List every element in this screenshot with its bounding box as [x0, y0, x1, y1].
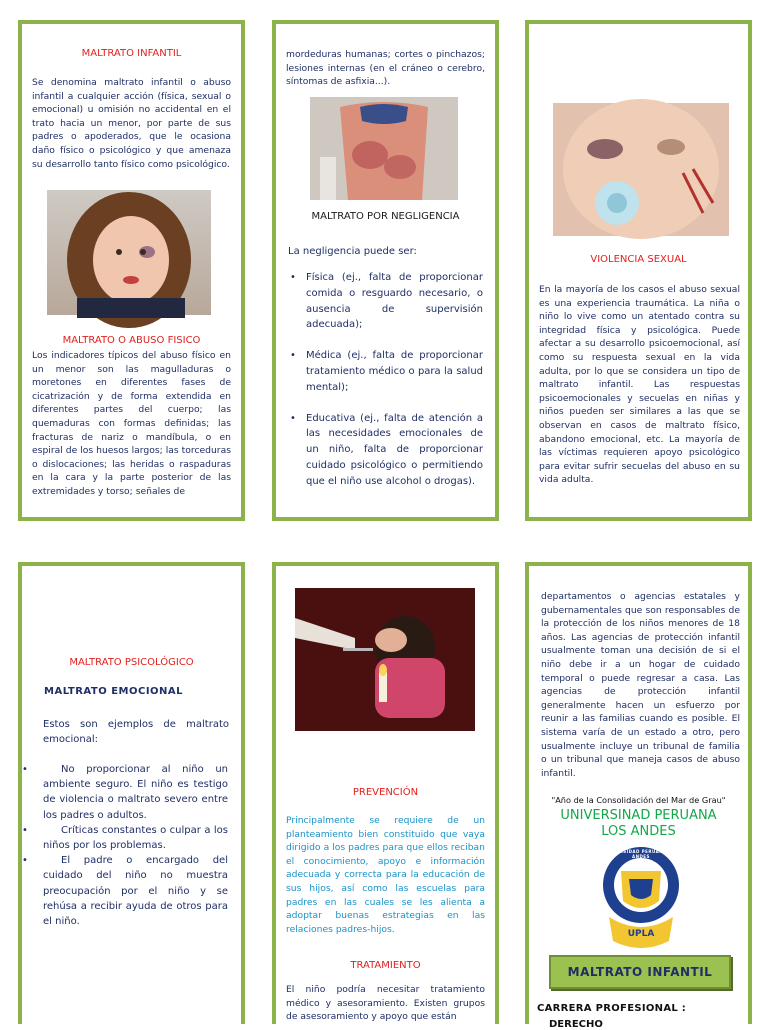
child-injured-face-photo [553, 103, 729, 236]
title-violencia-sexual: VIOLENCIA SEXUAL [590, 254, 687, 265]
university-logo [599, 845, 683, 955]
list-item: • Médica (ej., falta de proporcionar tratamiento médico o para la salud mental); [290, 350, 483, 393]
list-item: • El padre o encargado del cuidado del niño no muestra preocupación por el niño y se rehúsa a recibir ayuda de otros para el niño. [22, 855, 228, 928]
intro-text: Se denomina maltrato infantil o abuso infantil a cualquier acción (física, sexual o emocional) u omisión no accidental en el trato hacia un menor, por parte de sus padres o apoderados, que le ocasiona daño físico o psicológico y que amenaza su desarrollo tanto físico como psicológico. [32, 77, 231, 170]
panel-intro [18, 20, 245, 521]
child-back-photo [310, 97, 458, 200]
motto-text: "Año de la Consolidación del Mar de Grau" [551, 795, 726, 805]
abuse-photo-illustration [295, 588, 475, 731]
panel-violencia-sexual [525, 20, 752, 521]
negligencia-lead: La negligencia puede ser: [288, 246, 417, 257]
child-photo-illustration [47, 190, 211, 315]
tratamiento-text: El niño podría necesitar tratamiento médico y asesoramiento. Existen grupos de asesoramiento y apoyo que están [286, 984, 485, 1023]
panel-negligencia [272, 20, 499, 521]
prevencion-text: Principalmente se requiere de un planteamiento bien constituido que vaya dirigido a los padres para que ellos reciban el conocimiento, apoyo e información adecuada y correcta para la educación de sus hijos, así como las escuelas para padres en las cuales se les alienta a adoptar buenas estrategias en las relaciones padres-hijos. [286, 815, 485, 935]
title-prevencion: PREVENCIÓN [352, 787, 419, 798]
face-photo-illustration [553, 103, 729, 236]
university-name-line2: LOS ANDES [601, 824, 676, 839]
list-item: • Física (ej., falta de proporcionar comida o resguardo necesario, o ausencia de supervisión adecuada); [290, 272, 483, 331]
child-bruised-photo [47, 190, 211, 315]
list-item: • Críticas constantes o culpar a los niños por los problemas. [22, 824, 228, 852]
list-item: • No proporcionar al niño un ambiente seguro. El niño es testigo de violencia o maltrato severo entre los padres o adultos. [22, 764, 228, 821]
title-maltrato-infantil: MALTRATO INFANTIL [81, 48, 182, 59]
heading-maltrato-emocional: MALTRATO EMOCIONAL [44, 686, 184, 697]
back-photo-illustration [310, 97, 458, 200]
career-value: DERECHO [549, 1019, 603, 1030]
list-item: • Educativa (ej., falta de atención a las necesidades emocionales de un niño, falta de proporcionar cuidado psicológico o permitiendo que el niño use alcohol o drogas). [290, 412, 483, 487]
logo-upla-text: UPLA [627, 929, 655, 939]
emocional-list [22, 762, 228, 929]
panel-prevencion [272, 562, 499, 1024]
continuation-text: mordeduras humanas; cortes o pinchazos; lesiones internas (en el cráneo o cerebro, síntomas de asfixia...). [286, 49, 485, 88]
agencias-text: departamentos o agencias estatales y gubernamentales que son responsables de la protección de los niños menores de 18 años. Las agencias de protección infantil usualmente toman una decisión de si el niño debe ir a un hogar de cuidado temporal o puede regresar a casa. Las agencias de protección infantil generalmente hacen un esfuerzo por reunir a las familias cuando es posible. El sistema varía de un estado a otro, pero usualmente incluye un tribunal de familia o un tribunal que maneja casos de abuso infantil. [541, 591, 740, 779]
title-abuso-fisico: MALTRATO O ABUSO FISICO [62, 335, 201, 346]
title-maltrato-psicologico: MALTRATO PSICOLÓGICO [69, 657, 194, 668]
child-abuse-photo [295, 588, 475, 731]
career-label: CARRERA PROFESIONAL : [537, 1003, 687, 1014]
seal-ring-text: UNIVERSIDAD PERUANA LOS ANDES [603, 849, 679, 859]
emocional-lead: Estos son ejemplos de maltrato emocional: [43, 719, 229, 745]
title-tratamiento: TRATAMIENTO [350, 960, 421, 971]
abuso-fisico-text: Los indicadores típicos del abuso físico en un menor son las magulladuras o moretones en diferentes fases de cicatrización y de forma extendida en diferentes partes del cuerpo; las quemaduras con formas definidas; las fracturas de nariz o mandíbula, o en espiral de los huesos largos; las torceduras o dislocaciones; las heridas o raspaduras en la cara y la parte posterior de las extremidades y torso; señales de [32, 350, 231, 497]
negligencia-list [290, 270, 483, 490]
university-name-line1: UNIVERSINAD PERUANA [560, 808, 717, 823]
panel-cover [525, 562, 752, 1030]
panel-psicologico [18, 562, 245, 1024]
heading-negligencia: MALTRATO POR NEGLIGENCIA [311, 211, 460, 222]
cover-title-badge: MALTRATO INFANTIL [549, 955, 731, 989]
violencia-sexual-text: En la mayoría de los casos el abuso sexual es una experiencia traumática. La niña o niño lo vive como un atentado contra su integridad física y psicológica. Puede afectar a su desarrollo psicoemocional, así como su respuesta sexual en la vida adulta, por lo que se considera un tipo de maltrato infantil. Las respuestas psicoemocionales y secuelas en niñas y niños pueden ser similares a las que se observan en casos de maltrato físico, abandono emocional, etc. La mayoría de las víctimas requieren apoyo psicológico para evitar sufrir secuelas del abuso en su vida adulta. [539, 284, 740, 486]
